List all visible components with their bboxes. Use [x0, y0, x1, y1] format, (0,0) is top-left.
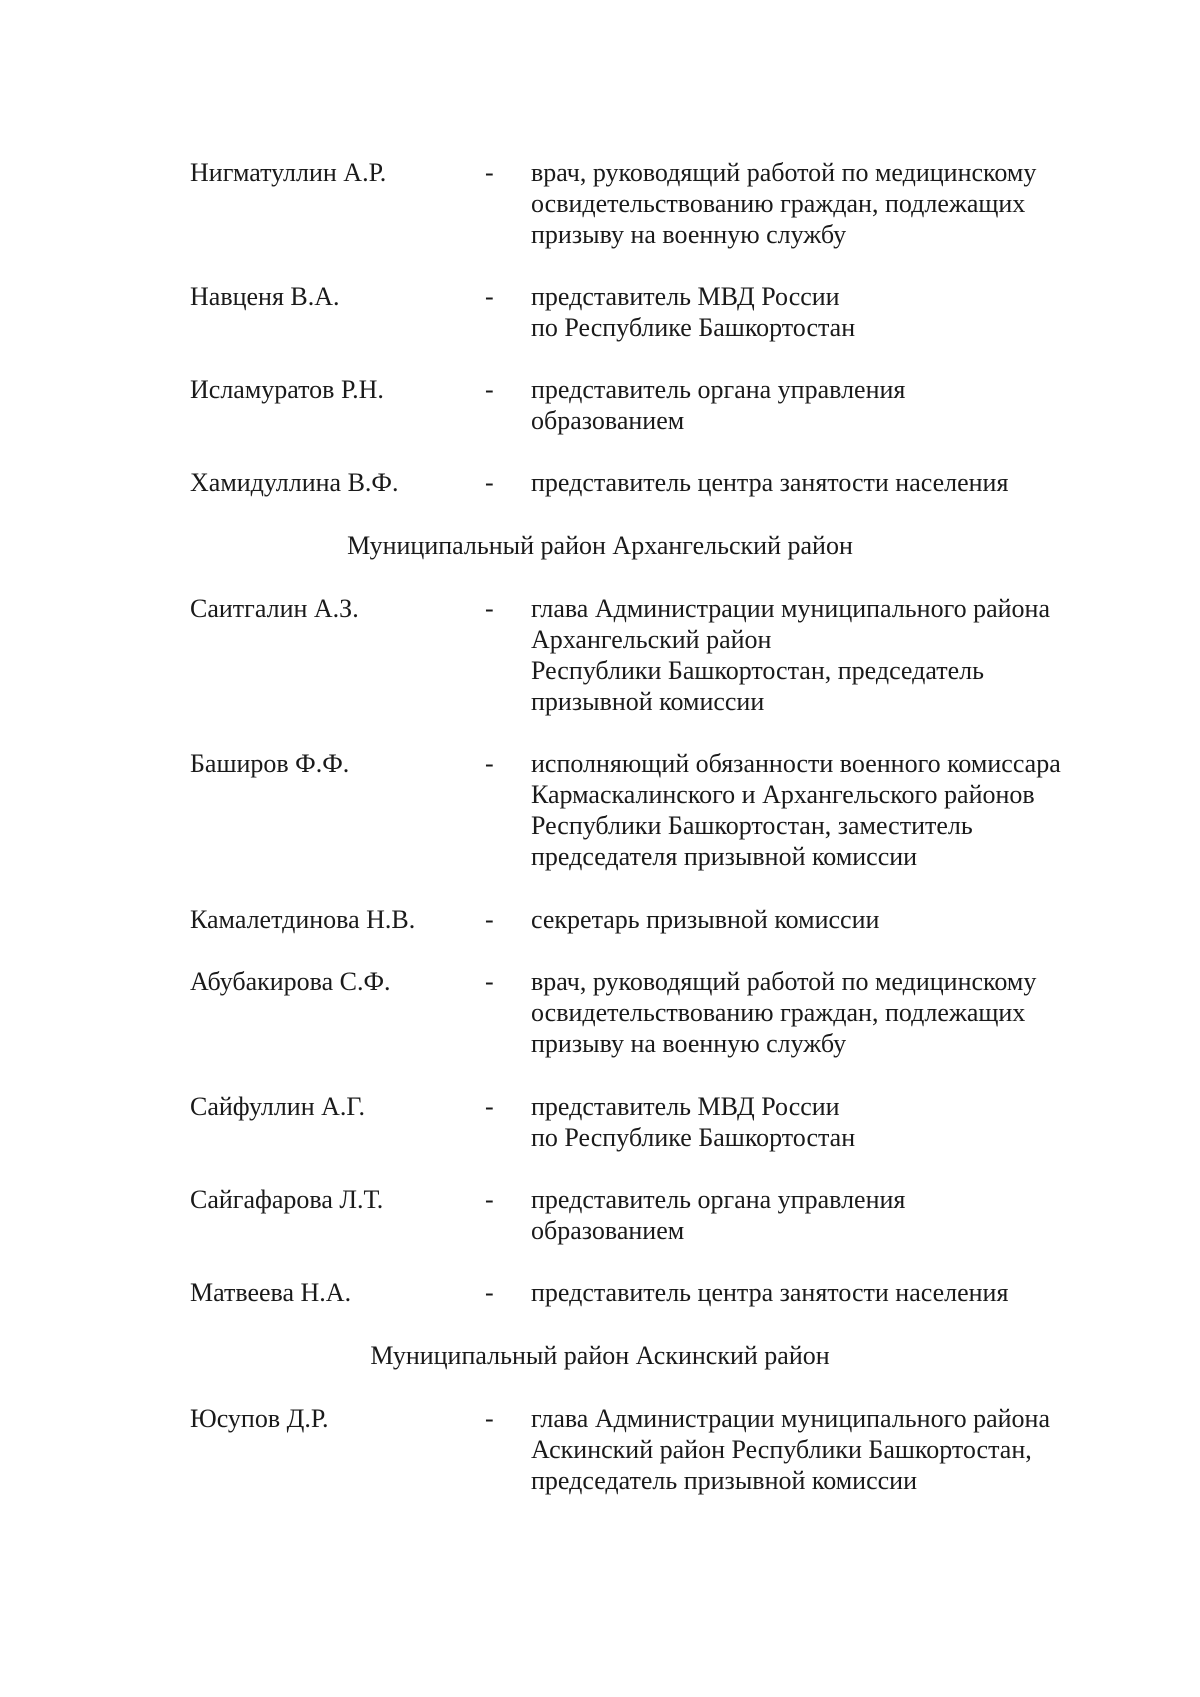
member-role [531, 966, 1111, 1059]
member-role-line: Кармаскалинского и Архангельского районов [531, 780, 1035, 809]
member-name: Абубакирова С.Ф. [190, 967, 391, 996]
section-heading: Муниципальный район Архангельский район [347, 531, 853, 560]
separator-dash: - [485, 375, 494, 404]
member-role-line: председатель призывной комиссии [531, 1466, 917, 1495]
member-name: Саитгалин А.З. [190, 594, 359, 623]
separator-dash: - [485, 967, 494, 996]
member-name: Камалетдинова Н.В. [190, 905, 416, 934]
member-role-line: представитель МВД России [531, 1092, 840, 1121]
separator-dash: - [485, 468, 494, 497]
member-role-line: врач, руководящий работой по медицинскому [531, 158, 1037, 187]
separator-dash: - [485, 594, 494, 623]
member-role [531, 157, 1111, 250]
member-role [531, 1184, 1111, 1246]
member-name: Нигматуллин А.Р. [190, 158, 387, 187]
member-role [531, 1403, 1111, 1496]
member-role-line: призывной комиссии [531, 687, 765, 716]
member-role-line: представитель центра занятости населения [531, 1278, 1009, 1307]
member-role-line: по Республике Башкортостан [531, 313, 856, 342]
member-role-line: Республики Башкортостан, заместитель [531, 811, 973, 840]
separator-dash: - [485, 1092, 494, 1121]
member-role-line: призыву на военную службу [531, 220, 847, 249]
member-role-line: освидетельствованию граждан, подлежащих [531, 998, 1026, 1027]
member-role [531, 374, 1111, 436]
member-role-line: Республики Башкортостан, председатель [531, 656, 984, 685]
member-role [531, 1091, 1111, 1153]
member-role [531, 467, 1111, 498]
member-name: Сайгафарова Л.Т. [190, 1185, 384, 1214]
member-role-line: призыву на военную службу [531, 1029, 847, 1058]
member-name: Юсупов Д.Р. [190, 1404, 329, 1433]
member-role [531, 748, 1111, 872]
member-role [531, 593, 1111, 717]
member-role [531, 281, 1111, 343]
member-role-line: Архангельский район [531, 625, 772, 654]
member-role-line: по Республике Башкортостан [531, 1123, 856, 1152]
member-name: Сайфуллин А.Г. [190, 1092, 366, 1121]
section-heading: Муниципальный район Аскинский район [370, 1341, 830, 1370]
member-role-line: врач, руководящий работой по медицинскому [531, 967, 1037, 996]
member-role-line: образованием [531, 1216, 685, 1245]
separator-dash: - [485, 749, 494, 778]
member-role-line: секретарь призывной комиссии [531, 905, 880, 934]
member-name: Баширов Ф.Ф. [190, 749, 350, 778]
member-name: Матвеева Н.А. [190, 1278, 352, 1307]
member-role-line: представитель центра занятости населения [531, 468, 1009, 497]
separator-dash: - [485, 905, 494, 934]
separator-dash: - [485, 158, 494, 187]
member-role [531, 1277, 1111, 1308]
member-role-line: образованием [531, 406, 685, 435]
member-name: Исламуратов Р.Н. [190, 375, 384, 404]
separator-dash: - [485, 1278, 494, 1307]
member-role-line: представитель органа управления [531, 375, 906, 404]
member-name: Хамидуллина В.Ф. [190, 468, 399, 497]
member-role-line: глава Администрации муниципального района [531, 594, 1050, 623]
member-role-line: освидетельствованию граждан, подлежащих [531, 189, 1026, 218]
member-role-line: Аскинский район Республики Башкортостан, [531, 1435, 1032, 1464]
separator-dash: - [485, 1185, 494, 1214]
separator-dash: - [485, 282, 494, 311]
member-role-line: председателя призывной комиссии [531, 842, 918, 871]
member-role [531, 904, 1111, 935]
member-role-line: представитель органа управления [531, 1185, 906, 1214]
member-role-line: исполняющий обязанности военного комиссара [531, 749, 1061, 778]
separator-dash: - [485, 1404, 494, 1433]
member-role-line: глава Администрации муниципального района [531, 1404, 1050, 1433]
member-role-line: представитель МВД России [531, 282, 840, 311]
member-name: Навценя В.А. [190, 282, 340, 311]
